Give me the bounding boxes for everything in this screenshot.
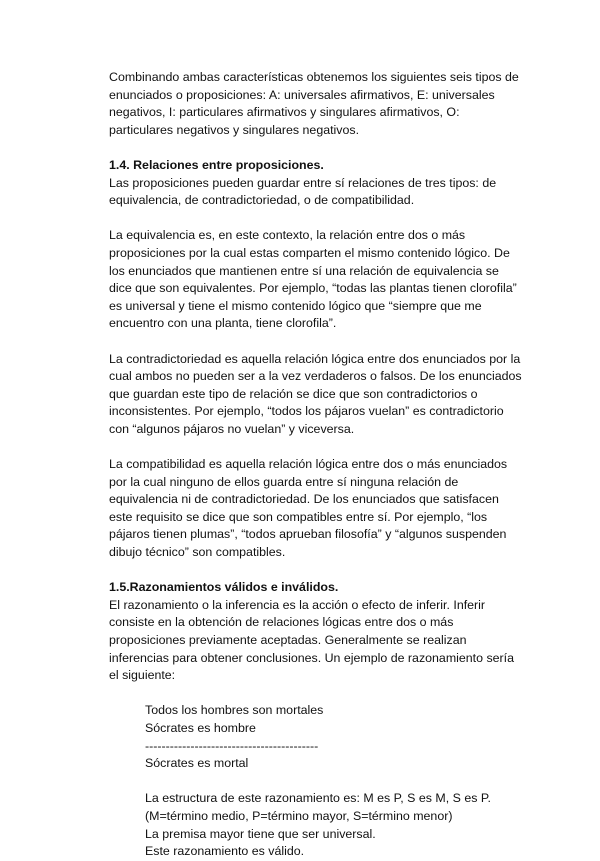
syllogism-example bbox=[109, 702, 524, 860]
document-body bbox=[109, 69, 524, 861]
intro-paragraph: Combinando ambas características obtenemos los siguientes seis tipos de enunciados o proposiciones: A: universales afirmativos, E: universales negativos, I: particulares afirmativos y singulares afirmativos, O: particulares negativos y singulares negativos. bbox=[109, 70, 519, 137]
section-1-4-heading: 1.4. Relaciones entre proposiciones. bbox=[109, 157, 324, 172]
section-1-5-heading: 1.5.Razonamientos válidos e inválidos. bbox=[109, 580, 339, 595]
conclusion: Sócrates es mortal bbox=[145, 756, 249, 771]
terms-line: (M=término medio, P=término mayor, S=término menor) bbox=[145, 808, 453, 823]
structure-line: La estructura de este razonamiento es: M es P, S es M, S es P. bbox=[145, 791, 491, 806]
premise-1: Todos los hombres son mortales bbox=[145, 703, 324, 718]
equivalence-paragraph: La equivalencia es, en este contexto, la relación entre dos o más proposiciones por la cual estas comparten el mismo contenido lógico. De los enunciados que mantienen entre sí una relación de equivalencia se dice que son equivalentes. Por ejemplo, “todas las plantas tienen clorofila” es universal y tiene el mismo contenido lógico que “siempre que me encuentro con una planta, tiene clorofila”. bbox=[109, 228, 517, 331]
contradiction-paragraph: La contradictoriedad es aquella relación lógica entre dos enunciados por la cual ambos no pueden ser a la vez verdaderos o falsos. De los enunciados que guardan este tipo de relación se dice que son contradictorios o inconsistentes. Por ejemplo, “todos los pájaros vuelan” es contradictorio con “algunos pájaros no vuelan” y viceversa. bbox=[109, 351, 522, 436]
section-1-5-paragraph-1: El razonamiento o la inferencia es la acción o efecto de inferir. Inferir consiste en la obtención de relaciones lógicas entre dos o más proposiciones previamente aceptadas. Generalmente se realizan inferencias para obtener conclusiones. Un ejemplo de razonamiento sería el siguiente: bbox=[109, 597, 514, 683]
validity-line: Este razonamiento es válido. bbox=[145, 844, 305, 859]
compatibility-paragraph: La compatibilidad es aquella relación lógica entre dos o más enunciados por la cual ninguno de ellos guarda entre sí ninguna relación de equivalencia ni de contradictoriedad. De los enunciados que satisfacen este requisito se dice que son compatibles entre sí. Por ejemplo, “los pájaros tienen plumas”, “todos aprueban filosofía” y “algunos suspenden dibujo técnico” son compatibles. bbox=[109, 457, 508, 560]
syllogism-divider: ------------------------------------------ bbox=[145, 738, 319, 753]
section-1-4-paragraph-1: Las proposiciones pueden guardar entre sí relaciones de tres tipos: de equivalencia, de contradictoriedad, o de compatibilidad. bbox=[109, 175, 497, 208]
major-premise-line: La premisa mayor tiene que ser universal. bbox=[145, 826, 376, 841]
premise-2: Sócrates es hombre bbox=[145, 720, 256, 735]
